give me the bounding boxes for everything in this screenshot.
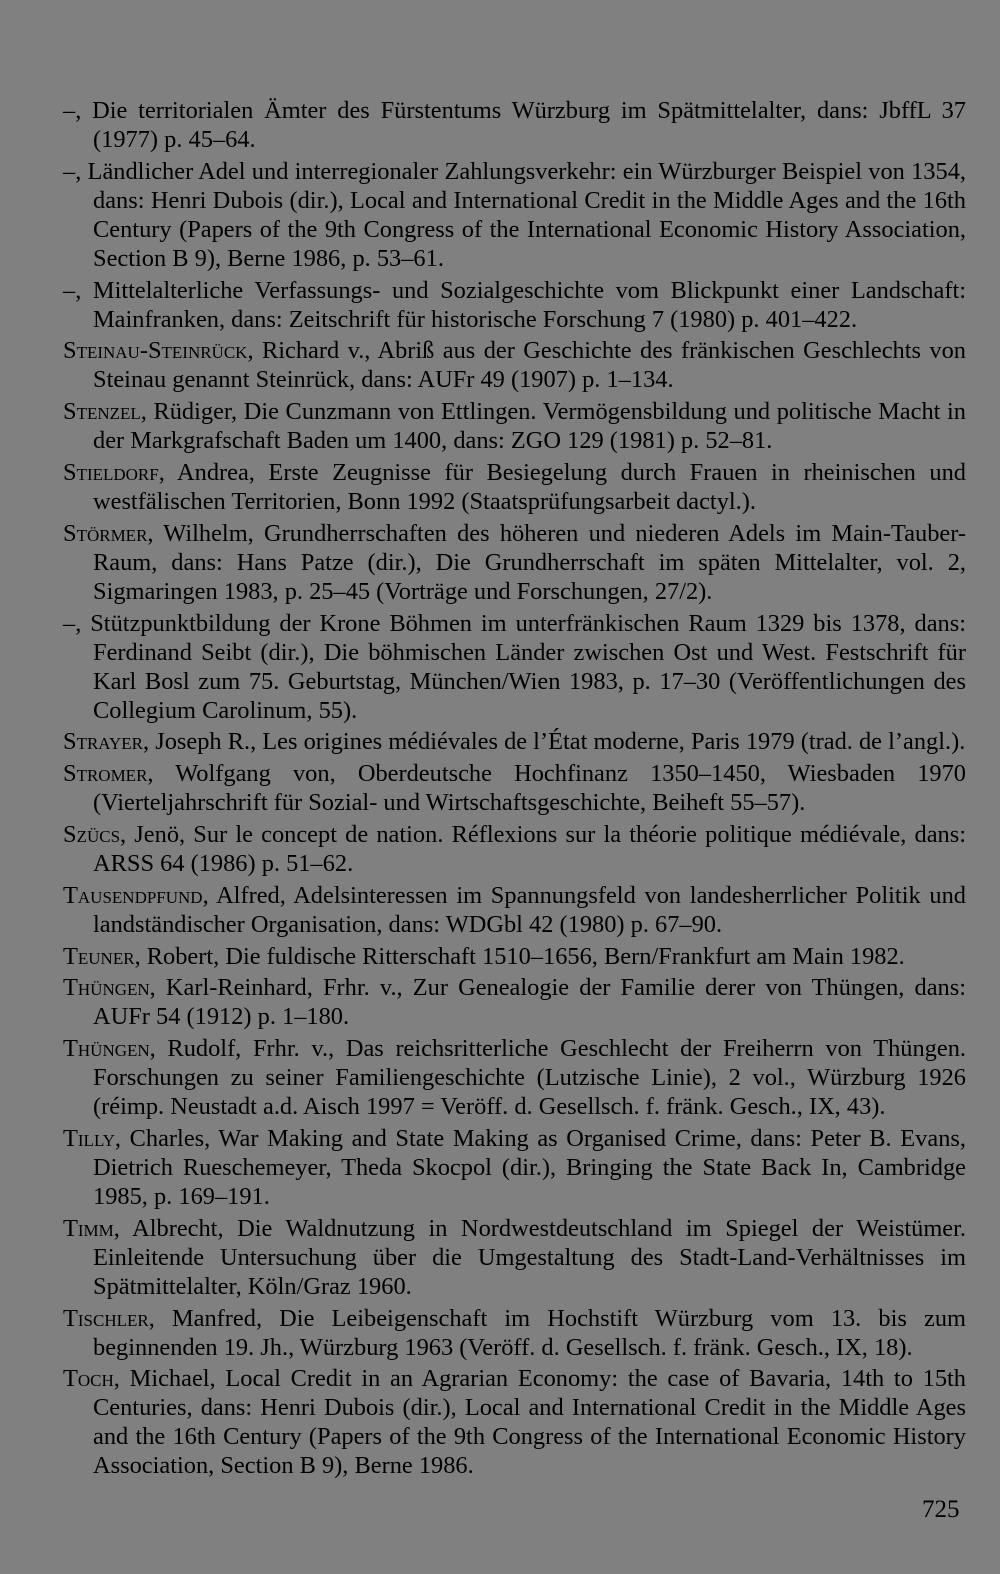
bibliography-entry [63,157,966,273]
entry-author: Störmer [63,519,148,547]
bibliography-entry [63,276,966,334]
entry-author: Stenzel [63,398,141,426]
bibliography-entry [63,458,966,516]
entry-author: Steinau-Steinrück [63,337,248,365]
entry-text: –, Ländlicher Adel und interregionaler Zahlungsverkehr: ein Würzburger Beispiel von 1354, dans: Henri Dubois (dir.), Local and International Credit in the Middle Ages and the 16th Century (Papers of the 9th Congress of the International Economic History Association, Section B 9), Berne 1986, p. 53–61. [63,157,966,272]
entry-text: , Wilhelm, Grundherrschaften des höheren und niederen Adels im Main-Tauber-Raum, dans: Hans Patze (dir.), Die Grundherrschaft im späten Mittelalter, vol. 2, Sigmaringen 1983, p. 25–45 (Vorträge und Forschungen, 27/2). [93,519,966,605]
bibliography-entry [63,942,966,971]
bibliography-entry [63,881,966,939]
bibliography-entry [63,96,966,154]
entry-author: Strayer [63,728,144,756]
entry-text: , Michael, Local Credit in an Agrarian Economy: the case of Bavaria, 14th to 15th Centuries, dans: Henri Dubois (dir.), Local and International Credit in the Middle Ages and the 16th Century (Papers of the 9th Congress of the International Economic History Association, Section B 9), Berne 1986. [93,1365,966,1480]
bibliography-entry [63,973,966,1031]
entry-author: Stieldorf [63,458,159,486]
entry-text: , Rudolf, Frhr. v., Das reichsritterliche Geschlecht der Freiherrn von Thüngen. Forschungen zu seiner Familiengeschichte (Lutzische Linie), 2 vol., Würzburg 1926 (réimp. Neustadt a.d. Aisch 1997 = Veröff. d. Gesellsch. f. fränk. Gesch., IX, 43). [93,1035,966,1121]
entry-text: –, Die territorialen Ämter des Fürstentums Würzburg im Spätmittelalter, dans: JbffL 37 (1977) p. 45–64. [63,97,966,153]
entry-text: , Albrecht, Die Waldnutzung in Nordwestdeutschland im Spiegel der Weistümer. Einleitende Untersuchung über die Umgestaltung des Stadt-Land-Verhältnisses im Spätmittelalter, Köln/Graz 1960. [93,1214,966,1300]
entry-text: , Jenö, Sur le concept de nation. Réflexions sur la théorie politique médiévale, dans: ARSS 64 (1986) p. 51–62. [93,820,966,877]
bibliography-entry [63,519,966,606]
entry-text: , Andrea, Erste Zeugnisse für Besiegelung durch Frauen in rheinischen und westfälischen Territorien, Bonn 1992 (Staatsprüfungsarbeit dactyl.). [93,458,966,515]
bibliography-entry [63,1304,966,1362]
entry-text: –, Stützpunktbildung der Krone Böhmen im unterfränkischen Raum 1329 bis 1378, dans: Ferdinand Seibt (dir.), Die böhmischen Länder zwischen Ost und West. Festschrift für Karl Bosl zum 75. Geburtstag, München/Wien 1983, p. 17–30 (Veröffentlichungen des Collegium Carolinum, 55). [63,609,966,724]
entry-text: , Richard v., Abriß aus der Geschichte des fränkischen Geschlechts von Steinau genannt Steinrück, dans: AUFr 49 (1907) p. 1–134. [93,337,966,394]
bibliography-entry [63,1034,966,1121]
entry-text: , Alfred, Adelsinteressen im Spannungsfeld von landesherrlicher Politik und landständischer Organisation, dans: WDGbl 42 (1980) p. 67–90. [93,881,966,938]
entry-author: Toch [63,1365,114,1393]
entry-text: , Charles, War Making and State Making as Organised Crime, dans: Peter B. Evans, Dietrich Rueschemeyer, Theda Skocpol (dir.), Bringing the State Back In, Cambridge 1985, p. 169–191. [93,1124,966,1210]
entry-text: , Wolfgang von, Oberdeutsche Hochfinanz 1350–1450, Wiesbaden 1970 (Vierteljahrschrift für Sozial- und Wirtschaftsgeschichte, Beiheft 55–57). [93,760,966,817]
entry-author: Szücs [63,820,121,848]
entry-author: Thüngen [63,1035,150,1063]
entry-text: , Robert, Die fuldische Ritterschaft 1510–1656, Bern/Frankfurt am Main 1982. [134,942,905,970]
entry-text: –, Mittelalterliche Verfassungs- und Sozialgeschichte vom Blickpunkt einer Landschaft: Mainfranken, dans: Zeitschrift für historische Forschung 7 (1980) p. 401–422. [63,276,966,333]
bibliography-entry [63,727,966,756]
bibliography-entry [63,609,966,725]
bibliography-entry [63,1214,966,1301]
bibliography-entry [63,397,966,455]
entry-author: Tilly [63,1124,115,1152]
bibliography-entry [63,1124,966,1211]
bibliography-entry [63,820,966,878]
entry-author: Stromer [63,760,148,788]
entry-text: , Karl-Reinhard, Frhr. v., Zur Genealogie der Familie derer von Thüngen, dans: AUFr 54 (1912) p. 1–180. [93,974,966,1031]
bibliography-entry [63,336,966,394]
entry-text: , Rüdiger, Die Cunzmann von Ettlingen. Vermögensbildung und politische Macht in der Markgrafschaft Baden um 1400, dans: ZGO 129 (1981) p. 52–81. [93,398,966,455]
page-number: 725 [922,1496,960,1523]
entry-text: , Manfred, Die Leibeigenschaft im Hochstift Würzburg vom 13. bis zum beginnenden 19. Jh., Würzburg 1963 (Veröff. d. Gesellsch. f. fränk. Gesch., IX, 18). [93,1304,966,1361]
entry-author: Teuner [63,942,135,970]
entry-author: Tischler [63,1304,149,1332]
entry-author: Timm [63,1214,114,1242]
entry-author: Thüngen [63,974,150,1002]
entry-text: , Joseph R., Les origines médiévales de l’État moderne, Paris 1979 (trad. de l’angl.). [143,728,966,756]
bibliography-list [63,96,966,1483]
bibliography-entry [63,1364,966,1480]
entry-author: Tausendpfund [63,881,203,909]
bibliography-entry [63,759,966,817]
